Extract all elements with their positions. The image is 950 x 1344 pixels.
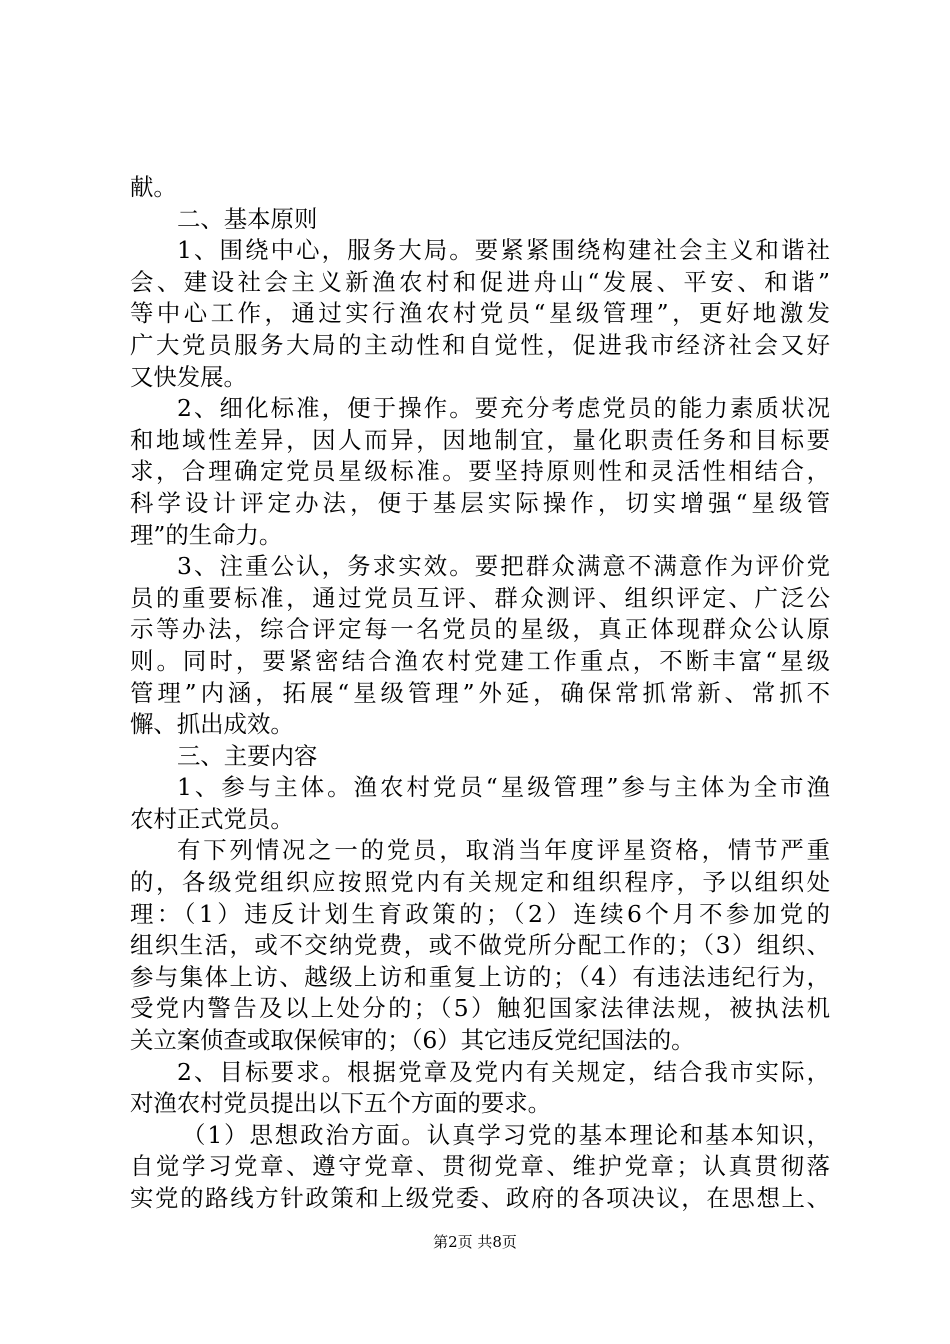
text-line: 农村正式党员。 <box>130 804 294 833</box>
text-line: 关立案侦查或取保候审的；（6）其它违反党纪国法的。 <box>130 1026 695 1055</box>
text-line: 广大党员服务大局的主动性和自觉性，促进我市经济社会又好 <box>130 330 830 359</box>
text-line: 组织生活，或不交纳党费，或不做党所分配工作的；（3）组织、 <box>130 931 830 960</box>
text-line: 管理”内涵，拓展“星级管理”外延，确保常抓常新、常抓不 <box>130 678 830 707</box>
text-line: 2、细化标准，便于操作。要充分考虑党员的能力素质状况 <box>177 394 830 423</box>
text-line: 1、参与主体。渔农村党员“星级管理”参与主体为全市渔 <box>177 773 830 802</box>
text-line: 科学设计评定办法，便于基层实际操作，切实增强“星级管 <box>130 488 830 517</box>
document-body <box>130 172 830 1215</box>
page-number-footer: 第2页 共8页 <box>433 1233 517 1251</box>
text-line: 则。同时，要紧密结合渔农村党建工作重点，不断丰富“星级 <box>130 646 830 675</box>
text-line: 参与集体上访、越级上访和重复上访的；（4）有违法违纪行为， <box>130 962 830 991</box>
section-heading: 二、基本原则 <box>177 204 318 233</box>
text-line: 献。 <box>130 173 177 201</box>
text-line: 有下列情况之一的党员，取消当年度评星资格，情节严重 <box>177 836 830 865</box>
text-line: 1、围绕中心，服务大局。要紧紧围绕构建社会主义和谐社 <box>177 236 830 265</box>
text-line: 受党内警告及以上处分的；（5）触犯国家法律法规，被执法机 <box>130 994 830 1023</box>
text-line: 求，合理确定党员星级标准。要坚持原则性和灵活性相结合， <box>130 457 830 486</box>
text-line: 理：（1）违反计划生育政策的；（2）连续6个月不参加党的 <box>130 899 830 928</box>
text-line: 员的重要标准，通过党员互评、群众测评、组织评定、广泛公 <box>130 583 830 612</box>
text-line: 自觉学习党章、遵守党章、贯彻党章、维护党章；认真贯彻落 <box>130 1152 830 1181</box>
text-line: 2、目标要求。根据党章及党内有关规定，结合我市实际， <box>177 1057 830 1086</box>
text-line: 等中心工作，通过实行渔农村党员“星级管理”，更好地激发 <box>130 299 830 328</box>
text-line: 又快发展。 <box>130 362 247 391</box>
text-line: 会、建设社会主义新渔农村和促进舟山“发展、平安、和谐” <box>130 267 830 296</box>
text-line: 对渔农村党员提出以下五个方面的要求。 <box>130 1089 552 1118</box>
text-line: 和地域性差异，因人而异，因地制宜，量化职责任务和目标要 <box>130 425 830 454</box>
text-line: 3、注重公认，务求实效。要把群众满意不满意作为评价党 <box>177 552 830 581</box>
text-line: 的，各级党组织应按照党内有关规定和组织程序，予以组织处 <box>130 868 830 897</box>
text-line: 示等办法，综合评定每一名党员的星级，真正体现群众公认原 <box>130 615 830 644</box>
section-heading: 三、主要内容 <box>177 741 318 770</box>
text-line: （1）思想政治方面。认真学习党的基本理论和基本知识， <box>182 1120 830 1149</box>
text-line: 懈、抓出成效。 <box>130 710 294 739</box>
text-line: 理”的生命力。 <box>130 520 283 549</box>
text-line: 实党的路线方针政策和上级党委、政府的各项决议，在思想上、 <box>130 1184 830 1212</box>
